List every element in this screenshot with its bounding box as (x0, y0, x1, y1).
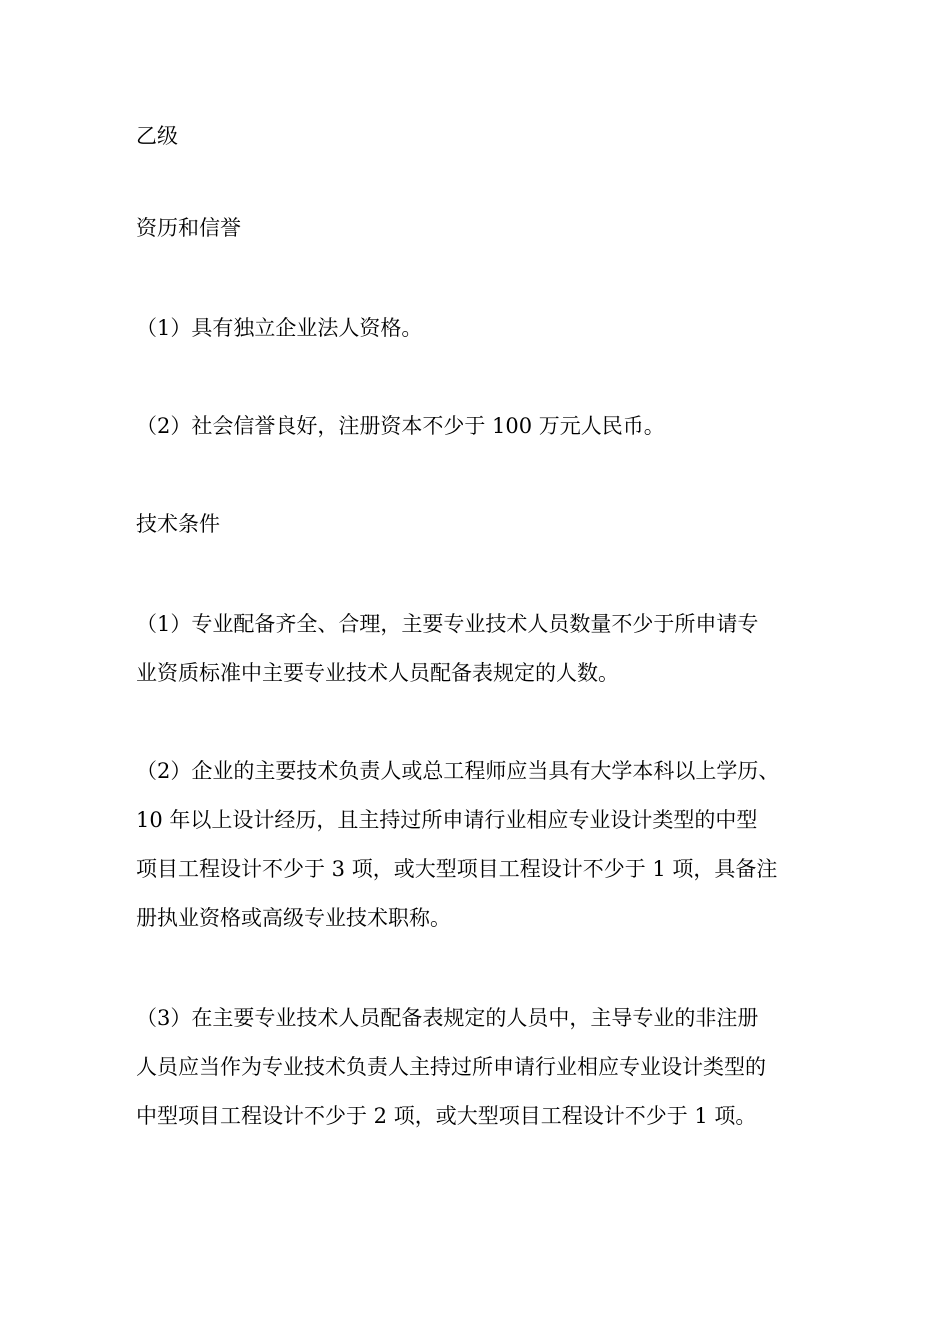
section-credit-heading (136, 204, 816, 253)
tech-item-2-line-1: （2）企业的主要技术负责人或总工程师应当具有大学本科以上学历、 (136, 759, 780, 783)
section-tech-heading-text: 技术条件 (136, 512, 220, 536)
tech-item-2-line-2: 10 年以上设计经历，且主持过所申请行业相应专业设计类型的中型 (136, 808, 758, 832)
grade-heading (136, 112, 816, 161)
tech-item-1-line-2: 业资质标准中主要专业技术人员配备表规定的人数。 (136, 661, 619, 685)
tech-item-1-line-1: （1）专业配备齐全、合理，主要专业技术人员数量不少于所申请专 (136, 612, 759, 636)
section-credit-heading-text: 资历和信誉 (136, 216, 241, 240)
tech-item-2-line-4: 册执业资格或高级专业技术职称。 (136, 906, 451, 930)
tech-item-3-line-1: （3）在主要专业技术人员配备表规定的人员中，主导专业的非注册 (136, 1006, 759, 1030)
section-tech-heading (136, 500, 816, 549)
tech-item-2-line-3: 项目工程设计不少于 3 项，或大型项目工程设计不少于 1 项，具备注 (136, 857, 778, 881)
tech-item-3-line-2: 人员应当作为专业技术负责人主持过所申请行业相应专业设计类型的 (136, 1055, 766, 1079)
credit-item-2 (136, 402, 816, 451)
credit-item-1 (136, 304, 816, 353)
tech-item-1 (136, 600, 816, 698)
credit-item-1-text: （1）具有独立企业法人资格。 (136, 316, 423, 340)
credit-item-2-text: （2）社会信誉良好，注册资本不少于 100 万元人民币。 (136, 414, 665, 438)
tech-item-3-line-3: 中型项目工程设计不少于 2 项，或大型项目工程设计不少于 1 项。 (136, 1104, 757, 1128)
tech-item-2 (136, 747, 816, 943)
grade-heading-text: 乙级 (136, 124, 178, 148)
tech-item-3 (136, 994, 816, 1141)
